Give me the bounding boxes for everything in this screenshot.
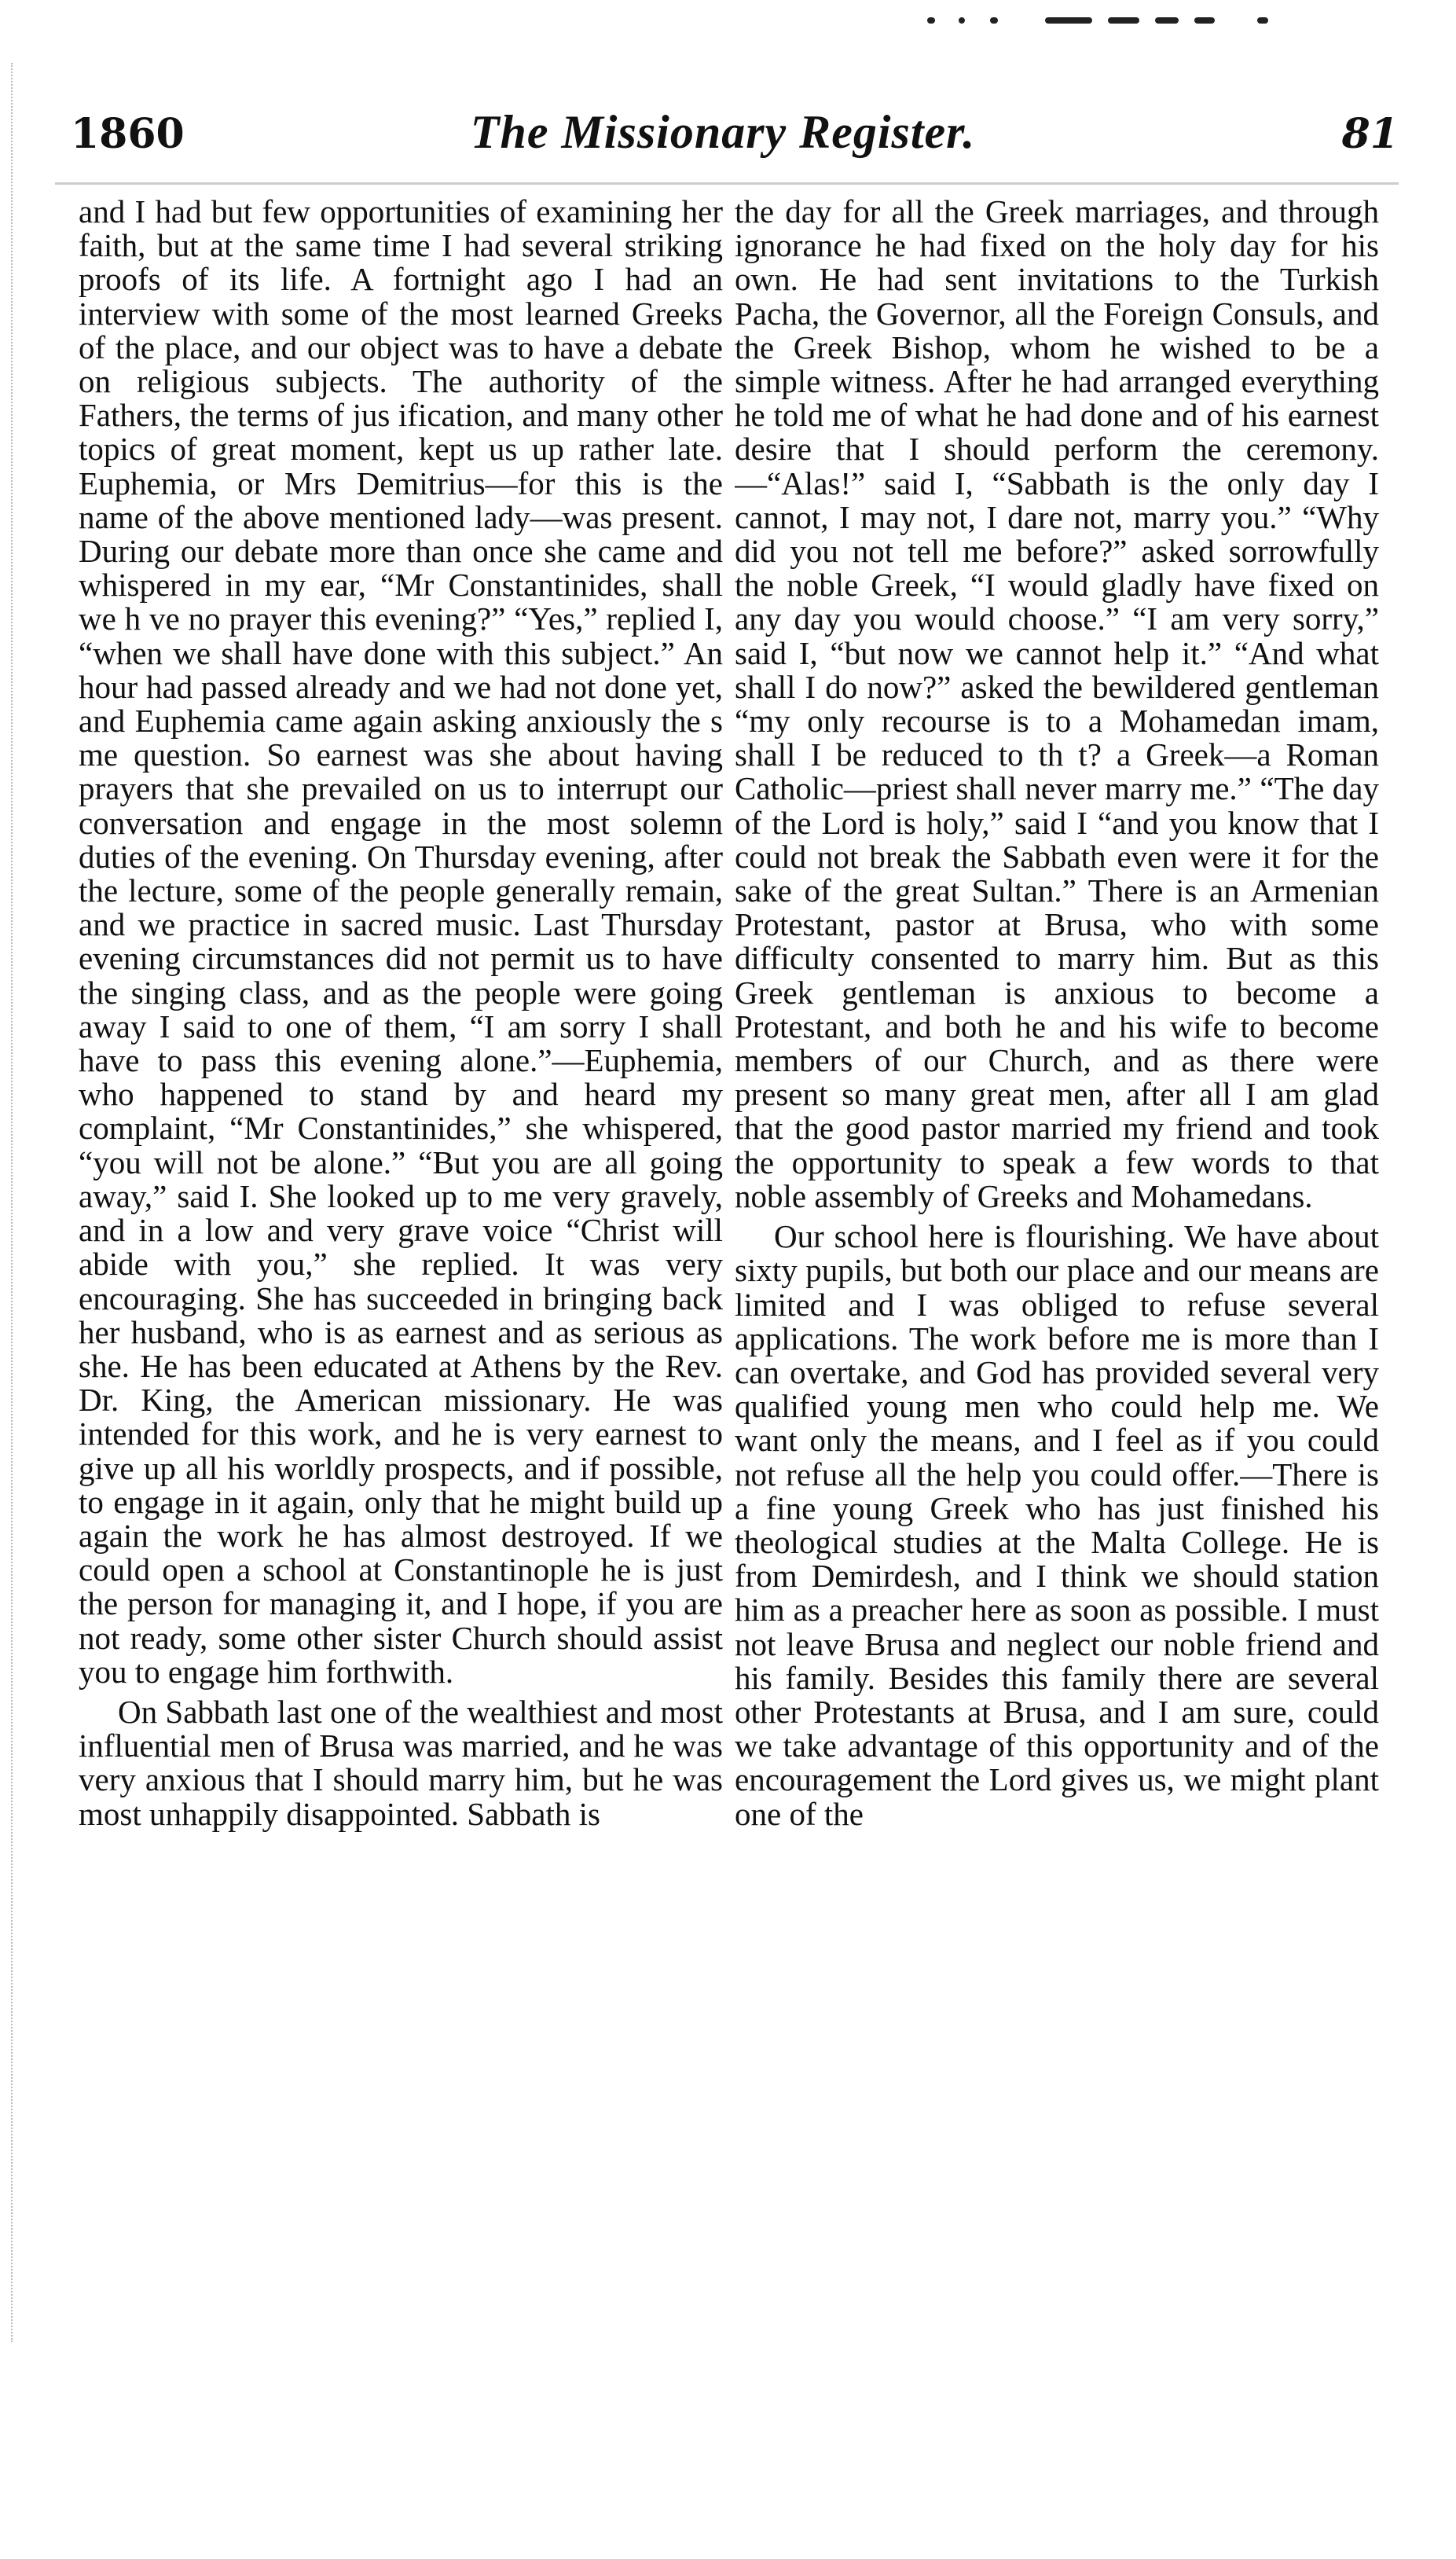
scan-artifact [927, 11, 1289, 35]
binding-margin-marks [11, 63, 28, 2342]
paragraph: and I had but few opportunities of examining her faith, but at the same time I had several striking proofs of its life. A fortnight ago I had an interview with some of the most learned Greeks of the place, and our object was to have a debate on religious subjects. The authority of the Fathers, the terms of jus ification, and many other topics of great moment, kept us up rather late. Euphemia, or Mrs Demitrius—for this is the name of the above mentioned lady—was present. During our debate more than once she came and whispered in my ear, “Mr Constantinides, shall we h ve no prayer this evening?” “Yes,” replied I, “when we shall have done with this subject.” An hour had passed already and we had not done yet, and Euphemia came again asking anxiously the s me question. So earnest was she about having prayers that she prevailed on us to interrupt our conversation and engage in the most solemn duties of the evening. On Thursday evening, after the lecture, some of the people generally remain, and we practice in sacred music. Last Thursday evening circumstances did not permit us to have the singing class, and as the people were going away I said to one of them, “I am sorry I shall have to pass this evening alone.”—Euphemia, who happened to stand by and heard my complaint, “Mr Constantinides,” she whispered, “you will not be alone.” “But you are all going away,” said I. She looked up to me very gravely, and in a low and very grave voice “Christ will abide with you,” she replied. It was very encouraging. She has succeeded in bringing back her husband, who is as earnest and as serious as she. He has been educated at Athens by the Rev. Dr. King, the American missionary. He was intended for this work, and he is very earnest to give up all his worldly prospects, and if possible, to engage in it again, only that he might build up again the work he has almost destroyed. If we could open a school at Constantinople he is just the person for managing it, and I hope, if you are not ready, some other sister Church should assist you to engage him forthwith. [79, 195, 723, 1690]
right-column [735, 195, 1379, 2521]
paragraph: the day for all the Greek marriages, and through ignorance he had fixed on the holy day for his own. He had sent invitations to the Turkish Pacha, the Governor, all the Foreign Consuls, and the Greek Bishop, whom he wished to be a simple witness. After he had arranged everything he told me of what he had done and of his earnest desire that I should perform the ceremony.—“Alas!” said I, “Sabbath is the only day I cannot, I may not, I dare not, marry you.” “Why did you not tell me before?” asked sorrowfully the noble Greek, “I would gladly have fixed on any day you would choose.” “I am very sorry,” said I, “but now we cannot help it.” “And what shall I do now?” asked the bewildered gentleman “my only recourse is to a Mohamedan imam, shall I be reduced to th t? a Greek—a Roman Catholic—priest shall never marry me.” “The day of the Lord is holy,” said I “and you know that I could not break the Sabbath even were it for the sake of the great Sultan.” There is an Armenian Protestant, pastor at Brusa, who with some difficulty consented to marry him. But as this Greek gentleman is anxious to become a Protestant, and both he and his wife to become members of our Church, and as there were present so many great men, after all I am glad that the good pastor married my friend and took the opportunity to speak a few words to that noble assembly of Greeks and Mohamedans. [735, 195, 1379, 1214]
header-rule [55, 182, 1399, 185]
left-column [79, 195, 723, 2521]
page-number: 1860 [71, 110, 185, 158]
sheet-number: 81 [1341, 110, 1399, 158]
page-header [47, 94, 1399, 173]
running-title: The Missionary Register. [470, 106, 976, 158]
paragraph: On Sabbath last one of the wealthiest and most influential men of Brusa was married, and he was very anxious that I should marry him, but he was most unhappily disappointed. Sabbath is [79, 1693, 723, 1832]
paragraph: Our school here is flourishing. We have about sixty pupils, but both our place and our means are limited and I was obliged to refuse several applications. The work before me is more than I can overtake, and God has provided several very qualified young men who could help me. We want only the means, and I feel as if you could not refuse all the help you could offer.—There is a fine young Greek who has just finished his theological studies at the Malta College. He is from Demirdesh, and I think we should station him as a preacher here as soon as possible. I must not leave Brusa and neglect our noble friend and his family. Besides this family there are several other Protestants at Brusa, and I am sure, could we take advantage of this opportunity and of the encouragement the Lord gives us, we might plant one of the [735, 1218, 1379, 1832]
